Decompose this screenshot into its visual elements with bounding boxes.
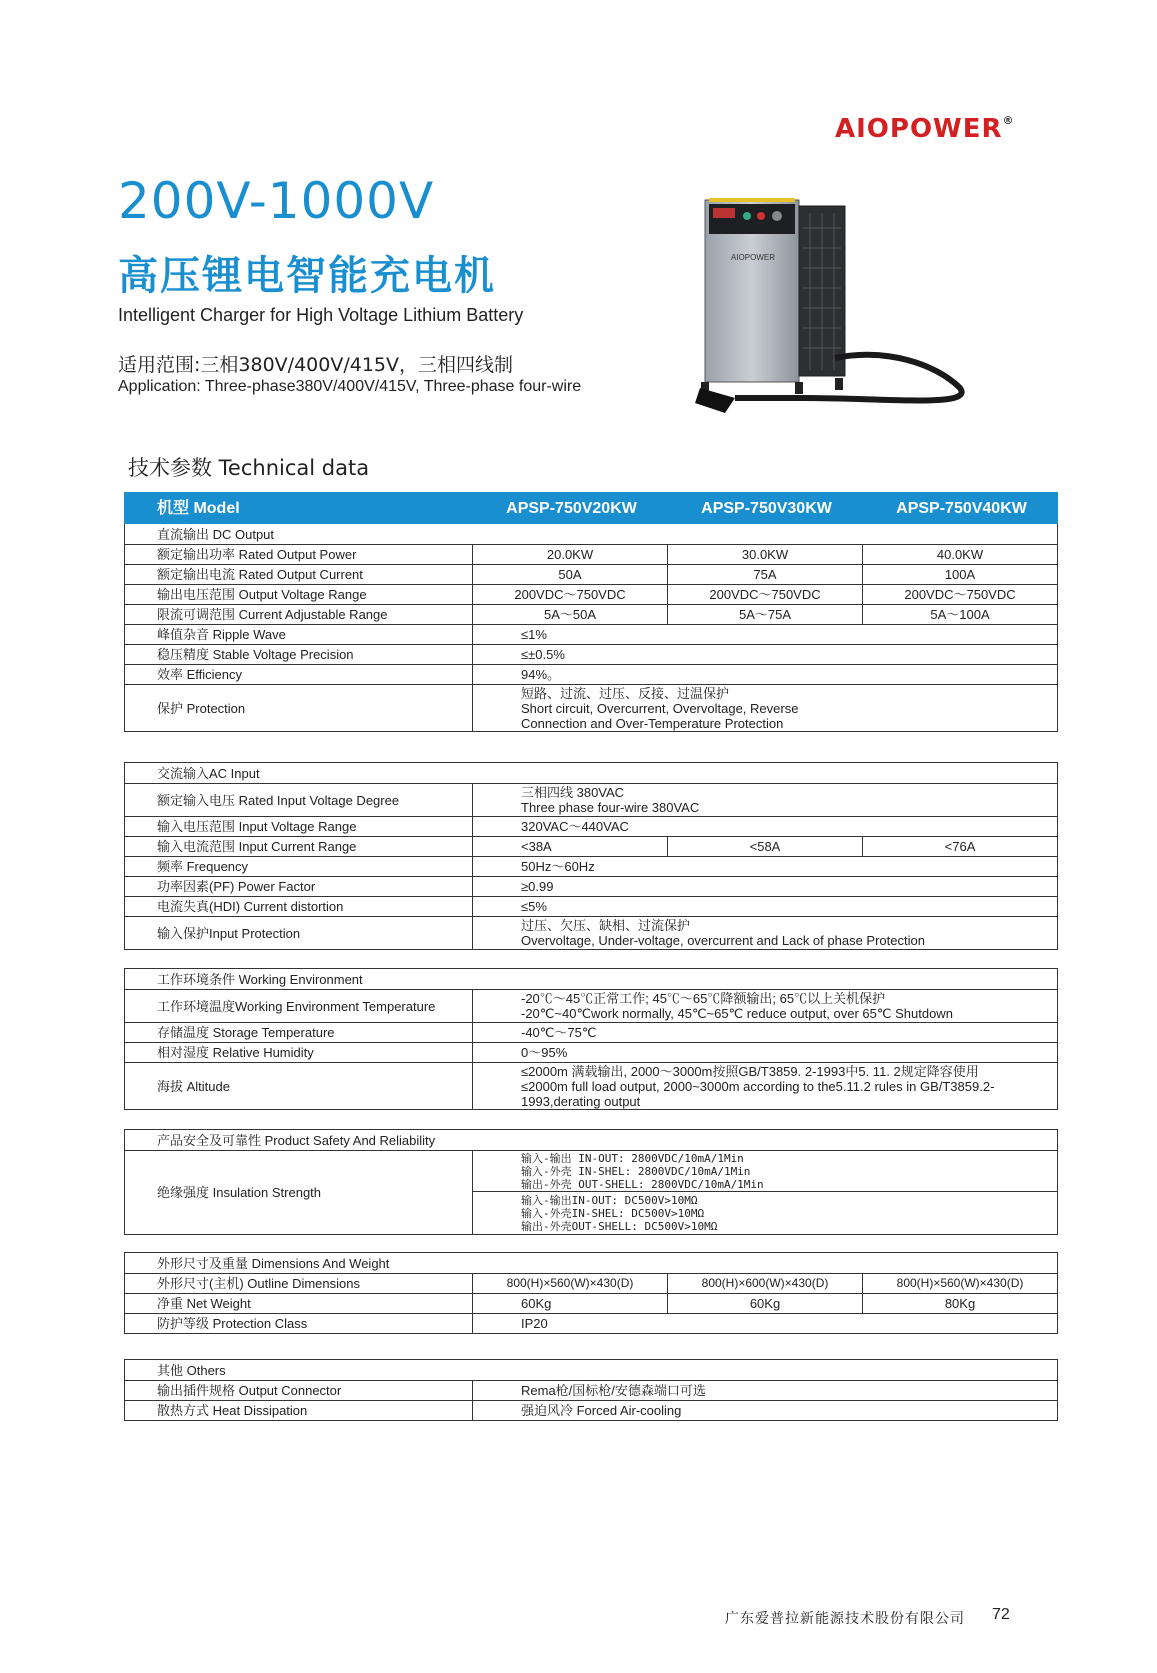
dc-adjust-label: 限流可调范围 Current Adjustable Range <box>125 605 473 625</box>
ac-section-title: 交流输入AC Input <box>125 763 1058 784</box>
dc-adjust-v2: 5A～75A <box>668 605 863 625</box>
dc-current-v3: 100A <box>863 565 1058 585</box>
others-table <box>124 1359 1058 1421</box>
dim-weight-v1: 60Kg <box>473 1294 668 1314</box>
charger-product-image <box>685 198 995 438</box>
dc-ripple-value: ≤1% <box>473 625 1058 645</box>
dc-section-title: 直流输出 DC Output <box>125 524 1058 545</box>
ac-thd-value: ≤5% <box>473 897 1058 917</box>
insulation-label: 绝缘强度 Insulation Strength <box>125 1151 473 1235</box>
page-number: 72 <box>992 1606 1010 1623</box>
env-section-title: 工作环境条件 Working Environment <box>125 969 1058 990</box>
footer-company: 广东爱普拉新能源技术股份有限公司 <box>725 1611 965 1627</box>
dim-weight-v2: 60Kg <box>668 1294 863 1314</box>
dc-stable-value: ≤±0.5% <box>473 645 1058 665</box>
application-en: Application: Three-phase380V/400V/415V, Three-phase four-wire <box>118 378 582 395</box>
dc-voltage-v1: 200VDC～750VDC <box>473 585 668 605</box>
model-header: 机型 Model <box>125 493 473 524</box>
others-cooling-value: 强迫风冷 Forced Air-cooling <box>473 1401 1058 1421</box>
insulation-resistance: 输入-输出IN-OUT: DC500V>10MΩ 输入-外壳IN-SHEL: DC500V>10MΩ 输出-外壳OUT-SHELL: DC500V>10MΩ <box>473 1192 1058 1235</box>
voltage-range-title: 200V-1000V <box>118 172 435 230</box>
dc-voltage-v2: 200VDC～750VDC <box>668 585 863 605</box>
safety-section-title: 产品安全及可靠性 Product Safety And Reliability <box>125 1130 1058 1151</box>
ac-protection-value: 过压、欠压、缺相、过流保护 Overvoltage, Under-voltage, overcurrent and Lack of phase Protection <box>473 917 1058 950</box>
dim-outline-label: 外形尺寸(主机) Outline Dimensions <box>125 1274 473 1294</box>
dc-power-label: 额定输出功率 Rated Output Power <box>125 545 473 565</box>
environment-table <box>124 968 1058 1110</box>
dc-power-v1: 20.0KW <box>473 545 668 565</box>
dim-weight-label: 净重 Net Weight <box>125 1294 473 1314</box>
application-cn: 适用范围:三相380V/400V/415V，三相四线制 <box>118 354 513 376</box>
ac-current-v2: <58A <box>668 837 863 857</box>
ac-freq-value: 50Hz～60Hz <box>473 857 1058 877</box>
dim-ip-label: 防护等级 Protection Class <box>125 1314 473 1334</box>
dim-outline-v1: 800(H)×560(W)×430(D) <box>473 1274 668 1294</box>
dc-current-v2: 75A <box>668 565 863 585</box>
brand-logo: AIOPOWER® <box>835 114 1015 144</box>
env-altitude-label: 海拔 Altitude <box>125 1063 473 1110</box>
others-cooling-label: 散热方式 Heat Dissipation <box>125 1401 473 1421</box>
others-connector-label: 输出插件规格 Output Connector <box>125 1381 473 1401</box>
dim-outline-v3: 800(H)×560(W)×430(D) <box>863 1274 1058 1294</box>
dc-efficiency-label: 效率 Efficiency <box>125 665 473 685</box>
dc-efficiency-value: 94%。 <box>473 665 1058 685</box>
dc-ripple-label: 峰值杂音 Ripple Wave <box>125 625 473 645</box>
dimensions-table <box>124 1252 1058 1334</box>
product-title-cn: 高压锂电智能充电机 <box>118 253 496 299</box>
model-3-header: APSP-750V40KW <box>863 493 1058 524</box>
dc-current-v1: 50A <box>473 565 668 585</box>
dim-weight-v3: 80Kg <box>863 1294 1058 1314</box>
panel-logo: AIOPOWER <box>731 253 776 262</box>
safety-table <box>124 1129 1058 1235</box>
others-section-title: 其他 Others <box>125 1360 1058 1381</box>
dc-protection-value: 短路、过流、过压、反接、过温保护 Short circuit, Overcurrent, Overvoltage, Reverse Connection and Over-Temperature Protection <box>473 685 1058 732</box>
dc-power-v3: 40.0KW <box>863 545 1058 565</box>
dc-stable-label: 稳压精度 Stable Voltage Precision <box>125 645 473 665</box>
env-temp-value: -20℃～45℃正常工作; 45℃～65℃降额输出; 65℃以上关机保护 -20℃~40℃work normally, 45℃~65℃ reduce output, over 65℃ Shutdown <box>473 990 1058 1023</box>
ac-pf-label: 功率因素(PF) Power Factor <box>125 877 473 897</box>
ac-current-v3: <76A <box>863 837 1058 857</box>
insulation-withstand: 输入-输出 IN-OUT: 2800VDC/10mA/1Min 输入-外壳 IN-SHEL: 2800VDC/10mA/1Min 输出-外壳 OUT-SHELL: 2800VDC/10mA/1Min <box>473 1151 1058 1192</box>
ac-current-label: 输入电流范围 Input Current Range <box>125 837 473 857</box>
env-storage-value: -40℃～75℃ <box>473 1023 1058 1043</box>
ac-freq-label: 频率 Frequency <box>125 857 473 877</box>
ac-pf-value: ≥0.99 <box>473 877 1058 897</box>
env-storage-label: 存储温度 Storage Temperature <box>125 1023 473 1043</box>
ac-range-label: 输入电压范围 Input Voltage Range <box>125 817 473 837</box>
ac-current-v1: <38A <box>473 837 668 857</box>
dim-ip-value: IP20 <box>473 1314 1058 1334</box>
ac-rated-label: 额定输入电压 Rated Input Voltage Degree <box>125 784 473 817</box>
env-altitude-value: ≤2000m 满载输出, 2000～3000m按照GB/T3859. 2-1993中5. 11. 2规定降容使用 ≤2000m full load output, 2000~3000m according to the5.11.2 rules in GB/T3859.2- 1993,derating output <box>473 1063 1058 1110</box>
dc-output-table <box>124 492 1058 732</box>
dc-adjust-v1: 5A～50A <box>473 605 668 625</box>
dim-outline-v2: 800(H)×600(W)×430(D) <box>668 1274 863 1294</box>
model-2-header: APSP-750V30KW <box>668 493 863 524</box>
env-humidity-value: 0～95% <box>473 1043 1058 1063</box>
ac-range-value: 320VAC～440VAC <box>473 817 1058 837</box>
dc-current-label: 额定输出电流 Rated Output Current <box>125 565 473 585</box>
dc-power-v2: 30.0KW <box>668 545 863 565</box>
table-header-row <box>125 493 1058 524</box>
ac-thd-label: 电流失真(HDI) Current distortion <box>125 897 473 917</box>
product-title-en: Intelligent Charger for High Voltage Lithium Battery <box>118 305 524 325</box>
ac-protection-label: 输入保护Input Protection <box>125 917 473 950</box>
ac-rated-value: 三相四线 380VAC Three phase four-wire 380VAC <box>473 784 1058 817</box>
model-1-header: APSP-750V20KW <box>473 493 668 524</box>
others-connector-value: Rema枪/国标枪/安德森端口可选 <box>473 1381 1058 1401</box>
env-humidity-label: 相对湿度 Relative Humidity <box>125 1043 473 1063</box>
registered-mark: ® <box>1002 114 1015 127</box>
dc-voltage-v3: 200VDC～750VDC <box>863 585 1058 605</box>
dc-protection-label: 保护 Protection <box>125 685 473 732</box>
env-temp-label: 工作环境温度Working Environment Temperature <box>125 990 473 1023</box>
dim-section-title: 外形尺寸及重量 Dimensions And Weight <box>125 1253 1058 1274</box>
dc-adjust-v3: 5A～100A <box>863 605 1058 625</box>
ac-input-table <box>124 762 1058 950</box>
dc-voltage-label: 输出电压范围 Output Voltage Range <box>125 585 473 605</box>
technical-data-heading: 技术参数 Technical data <box>128 456 370 480</box>
